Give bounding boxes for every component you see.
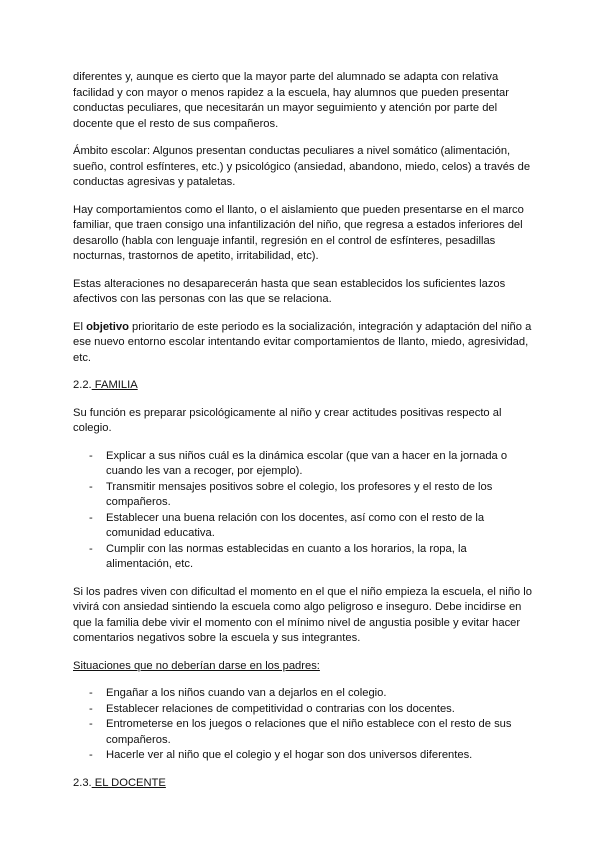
list-item-text: Establecer relaciones de competitividad o contrarias con los docentes. [106, 702, 455, 715]
paragraph-familia-intro: Su función es preparar psicológicamente al niño y crear actitudes positivas respecto al colegio. [73, 406, 502, 434]
bullet-dash: - [89, 687, 93, 699]
section-number-docente: 2.3. [73, 776, 92, 789]
list-item-text: Transmitir mensajes positivos sobre el colegio, los profesores y el resto de los compañeros. [106, 480, 493, 508]
list-item [73, 748, 533, 764]
list-item [73, 511, 533, 542]
bullet-dash: - [89, 542, 93, 555]
section-heading-familia [73, 378, 533, 394]
subheading-situaciones: Situaciones que no deberían darse en los padres: [73, 659, 320, 672]
document-page [73, 70, 533, 803]
list-item [73, 480, 533, 511]
list-item-text: Hacerle ver al niño que el colegio y el hogar son dos universos diferentes. [106, 749, 473, 761]
section-heading-docente [73, 776, 533, 792]
section-title-docente: EL DOCENTE [91, 776, 166, 789]
bullet-dash: - [89, 449, 93, 462]
list-item [73, 702, 533, 718]
list-item [73, 717, 533, 748]
list-item [73, 542, 533, 573]
list-item-text: Explicar a sus niños cuál es la dinámica escolar (que van a hacer en la jornada o cuando les van a recoger, por ejemplo). [106, 449, 508, 477]
section-title-familia: FAMILIA [91, 379, 138, 391]
paragraph-adaptation: diferentes y, aunque es cierto que la mayor parte del alumnado se adapta con relativa facilidad y con mayor o menos rapidez a la escuela, hay alumnos que pueden presentar conductas peculiares, que necesitarán un mayor seguimiento y atención por parte del docente que el resto de sus compañeros. [73, 71, 509, 130]
bullet-dash: - [89, 749, 93, 761]
familia-bullet-list [73, 449, 533, 573]
paragraph-comportamientos: Hay comportamientos como el llanto, o el aislamiento que pueden presentarse en el marco familiar, que traen consigo una infantilización del niño, que regresa a estados inferiores del desarollo (habla con lenguaje infantil, regresión en el control de esfínteres, pesadillas nocturnas, trastornos de apetito, irritabilidad, etc). [73, 203, 524, 262]
list-item [73, 686, 533, 702]
situaciones-bullet-list [73, 686, 533, 764]
paragraph-objetivo [73, 320, 533, 367]
list-item-text: Establecer una buena relación con los docentes, así como con el resto de la comunidad educativa. [106, 511, 485, 539]
bullet-dash: - [89, 480, 93, 493]
bullet-dash: - [89, 511, 93, 524]
bullet-dash: - [89, 702, 93, 715]
paragraph-padres-dificultad: Si los padres viven con dificultad el momento en el que el niño empieza la escuela, el niño lo vivirá con ansiedad sintiendo la escuela como algo peligroso e inseguro. Debe incidirse en que la familia debe vivir el momento con el mínimo nivel de angustia posible y evitar hacer comentarios negativos sobre la escuela y sus integrantes. [73, 585, 532, 644]
objetivo-bold: objetivo [86, 320, 129, 333]
list-item-text: Cumplir con las normas establecidas en cuanto a los horarios, la ropa, la alimentación, etc. [106, 542, 467, 570]
list-item-text: Engañar a los niños cuando van a dejarlos en el colegio. [106, 687, 387, 699]
list-item-text: Entrometerse en los juegos o relaciones que el niño establece con el resto de sus compañeros. [106, 718, 512, 746]
objetivo-post: prioritario de este periodo es la socialización, integración y adaptación del niño a ese nuevo entorno escolar intentando evitar comportamientos de llanto, miedo, agresividad, etc. [73, 320, 532, 364]
bullet-dash: - [89, 718, 93, 730]
list-item [73, 449, 533, 480]
paragraph-ambito-escolar: Ámbito escolar: Algunos presentan conductas peculiares a nivel somático (alimentación, sueño, control esfínteres, etc.) y psicológico (ansiedad, abandono, miedo, celos) a través de conductas agresivas y pataletas. [73, 145, 531, 188]
objetivo-pre: El [73, 320, 87, 333]
section-number-familia: 2.2. [73, 379, 92, 391]
paragraph-alteraciones: Estas alteraciones no desaparecerán hasta que sean establecidos los suficientes lazos afectivos con las personas con las que se relaciona. [73, 277, 506, 305]
